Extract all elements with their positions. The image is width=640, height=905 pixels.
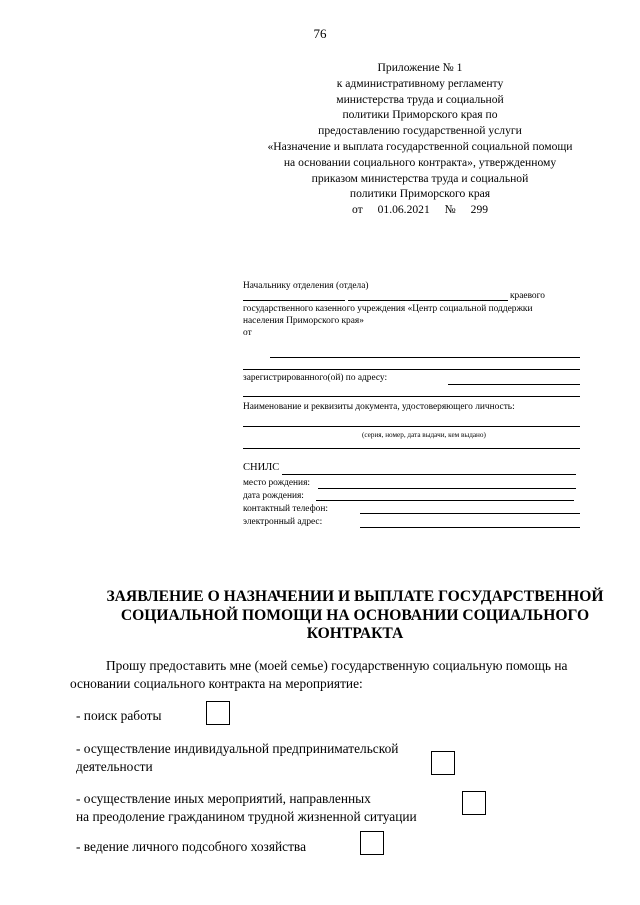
approval-block: [240, 60, 600, 218]
option-label: - поиск работы: [76, 708, 162, 723]
approval-line: предоставлению государственной услуги: [318, 124, 522, 138]
approval-line: на основании социального контракта», утвержденному: [283, 155, 557, 169]
approval-line: политики Приморского края по: [342, 108, 498, 122]
approval-line: приказом министерства труда и социальной: [311, 171, 529, 185]
department-field-underline[interactable]: [243, 300, 345, 301]
regional-word: краевого: [510, 291, 545, 301]
option-household-farming-checkbox[interactable]: [360, 831, 384, 855]
email-label: электронный адрес:: [243, 517, 323, 527]
approval-line: политики Приморского края: [349, 187, 491, 201]
option-job-search: [76, 707, 161, 725]
form-title: [60, 588, 640, 644]
approval-line: Приложение № 1: [377, 61, 463, 74]
department-field-underline[interactable]: [348, 300, 508, 301]
page-number: 76: [313, 26, 327, 41]
email-field[interactable]: [360, 527, 580, 528]
institution-line: государственного казенного учреждения «Центр социальной поддержки: [243, 304, 533, 314]
birthplace-label: место рождения:: [243, 478, 310, 488]
birthdate-label: дата рождения:: [243, 491, 304, 501]
approval-line: к административному регламенту: [336, 76, 504, 90]
form-title-line: ЗАЯВЛЕНИЕ О НАЗНАЧЕНИИ И ВЫПЛАТЕ ГОСУДАРСТВЕННОЙ: [106, 588, 604, 605]
approval-date: 01.06.2021: [377, 203, 430, 217]
id-document-hint: (серия, номер, дата выдачи, кем выдано): [362, 431, 486, 439]
phone-field[interactable]: [360, 513, 580, 514]
approval-number: 299: [470, 203, 489, 217]
option-other-measures-checkbox[interactable]: [462, 791, 486, 815]
id-document-field-2[interactable]: [243, 448, 580, 449]
from-label: от: [243, 328, 252, 338]
option-label-continued: деятельности: [76, 759, 153, 774]
option-label: - осуществление индивидуальной предпринимательской: [76, 741, 399, 756]
addressee-head-label: Начальнику отделения (отдела): [243, 281, 369, 291]
registered-address-field-2[interactable]: [243, 396, 580, 397]
option-label: - ведение личного подсобного хозяйства: [76, 839, 307, 854]
option-other-measures: [76, 790, 417, 826]
snils-label: СНИЛС: [243, 462, 280, 473]
form-title-line: СОЦИАЛЬНОЙ ПОМОЩИ НА ОСНОВАНИИ СОЦИАЛЬНОГО: [120, 606, 590, 624]
phone-label: контактный телефон:: [243, 504, 328, 514]
request-line: Прошу предоставить мне (моей семье) государственную социальную помощь на: [106, 658, 568, 673]
form-title-line: КОНТРАКТА: [306, 625, 404, 642]
request-line: основании социального контракта на мероприятие:: [70, 676, 363, 691]
option-entrepreneurship: [76, 740, 398, 776]
registered-address-field[interactable]: [448, 384, 580, 385]
snils-field[interactable]: [282, 474, 576, 475]
option-label: - осуществление иных мероприятий, направленных: [76, 791, 371, 806]
date-prefix: от: [351, 203, 363, 217]
id-document-label: Наименование и реквизиты документа, удостоверяющего личность:: [243, 402, 515, 412]
applicant-name-field-2[interactable]: [243, 369, 580, 370]
approval-line: «Назначение и выплата государственной социальной помощи: [267, 139, 573, 153]
id-document-field[interactable]: [243, 426, 580, 427]
option-job-search-checkbox[interactable]: [206, 701, 230, 725]
applicant-name-field[interactable]: [270, 357, 580, 358]
registered-address-label: зарегистрированного(ой) по адресу:: [243, 373, 388, 383]
birthdate-field[interactable]: [316, 500, 574, 501]
birthplace-field[interactable]: [318, 488, 576, 489]
institution-line: населения Приморского края»: [243, 316, 364, 326]
option-household-farming: [76, 838, 306, 856]
option-entrepreneurship-checkbox[interactable]: [431, 751, 455, 775]
option-label-continued: на преодоление гражданином трудной жизненной ситуации: [76, 809, 417, 824]
number-sign: №: [444, 203, 456, 217]
request-text: [70, 657, 610, 693]
approval-date-line: [240, 202, 600, 218]
approval-line: министерства труда и социальной: [336, 92, 504, 106]
